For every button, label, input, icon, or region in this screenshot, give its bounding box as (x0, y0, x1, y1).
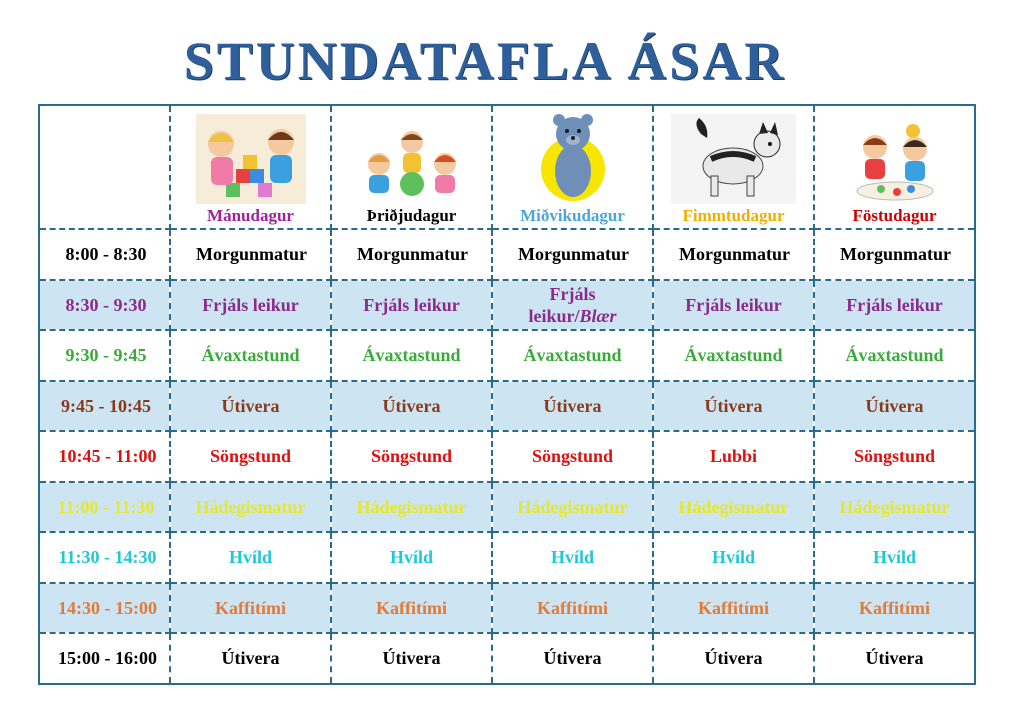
day-name-wednesday: Miðvikudagur (520, 206, 625, 226)
activity-italic: Blær (579, 306, 617, 327)
activity-line-1: Frjáls (549, 284, 596, 305)
corner-cell (39, 105, 170, 229)
row-15-00 (39, 633, 975, 684)
activity-cell: Morgunmatur (492, 229, 653, 280)
row-11-00 (39, 482, 975, 533)
activity-cell: Hvíld (653, 532, 814, 583)
day-header-friday (814, 105, 975, 229)
activity-cell: Útivera (814, 633, 975, 684)
time-cell: 8:30 - 9:30 (39, 280, 170, 331)
schedule-table (38, 104, 976, 685)
time-cell: 10:45 - 11:00 (39, 431, 170, 482)
row-11-30 (39, 532, 975, 583)
activity-cell: Söngstund (492, 431, 653, 482)
day-name-friday: Föstudagur (852, 206, 937, 226)
activity-cell: Söngstund (170, 431, 331, 482)
activity-cell: Hádegismatur (492, 482, 653, 533)
day-header-thursday (653, 105, 814, 229)
activity-cell: Útivera (492, 633, 653, 684)
header-row (39, 105, 975, 229)
activity-cell: Ávaxtastund (653, 330, 814, 381)
activity-cell: Útivera (653, 381, 814, 432)
activity-line-2: leikur/ (528, 306, 580, 327)
activity-cell: Útivera (331, 633, 492, 684)
activity-cell: Morgunmatur (170, 229, 331, 280)
activity-cell-split (492, 280, 653, 331)
activity-cell: Kaffitími (814, 583, 975, 634)
activity-cell: Frjáls leikur (814, 280, 975, 331)
activity-cell: Hádegismatur (331, 482, 492, 533)
activity-cell: Útivera (492, 381, 653, 432)
activity-cell: Ávaxtastund (331, 330, 492, 381)
row-14-30 (39, 583, 975, 634)
day-name-monday: Mánudagur (207, 206, 294, 226)
day-header-monday (170, 105, 331, 229)
children-playing-toys-picture (357, 124, 467, 204)
children-playing-blocks-picture (196, 114, 306, 204)
row-9-45 (39, 381, 975, 432)
time-cell: 15:00 - 16:00 (39, 633, 170, 684)
time-cell: 9:45 - 10:45 (39, 381, 170, 432)
activity-cell: Hvíld (331, 532, 492, 583)
day-name-thursday: Fimmtudagur (682, 206, 785, 226)
row-8-30 (39, 280, 975, 331)
activity-cell: Kaffitími (492, 583, 653, 634)
activity-cell: Söngstund (331, 431, 492, 482)
activity-cell: Hvíld (492, 532, 653, 583)
page-title: STUNDATAFLA ÁSAR (183, 31, 787, 91)
bear-with-sun-picture (533, 109, 613, 204)
activity-cell: Hvíld (170, 532, 331, 583)
time-cell: 11:00 - 11:30 (39, 482, 170, 533)
activity-cell: Kaffitími (170, 583, 331, 634)
time-cell: 14:30 - 15:00 (39, 583, 170, 634)
activity-cell: Lubbi (653, 431, 814, 482)
activity-cell: Frjáls leikur (653, 280, 814, 331)
day-header-wednesday (492, 105, 653, 229)
row-10-45 (39, 431, 975, 482)
activity-cell: Hádegismatur (814, 482, 975, 533)
row-8-00 (39, 229, 975, 280)
activity-cell: Hádegismatur (653, 482, 814, 533)
activity-cell: Kaffitími (331, 583, 492, 634)
time-cell: 8:00 - 8:30 (39, 229, 170, 280)
activity-cell: Söngstund (814, 431, 975, 482)
dog-husky-picture (671, 114, 796, 204)
activity-cell: Frjáls leikur (170, 280, 331, 331)
activity-cell: Morgunmatur (814, 229, 975, 280)
activity-cell: Útivera (331, 381, 492, 432)
activity-cell: Útivera (653, 633, 814, 684)
activity-cell: Útivera (814, 381, 975, 432)
day-header-tuesday (331, 105, 492, 229)
row-9-30 (39, 330, 975, 381)
activity-cell: Kaffitími (653, 583, 814, 634)
activity-cell: Ávaxtastund (492, 330, 653, 381)
activity-cell: Frjáls leikur (331, 280, 492, 331)
activity-cell: Útivera (170, 633, 331, 684)
activity-cell: Hádegismatur (170, 482, 331, 533)
time-cell: 9:30 - 9:45 (39, 330, 170, 381)
day-name-tuesday: Þriðjudagur (366, 206, 457, 226)
activity-cell: Útivera (170, 381, 331, 432)
activity-cell: Ávaxtastund (170, 330, 331, 381)
time-cell: 11:30 - 14:30 (39, 532, 170, 583)
children-painting-picture (845, 119, 945, 204)
activity-cell: Morgunmatur (331, 229, 492, 280)
activity-cell: Morgunmatur (653, 229, 814, 280)
activity-cell: Ávaxtastund (814, 330, 975, 381)
activity-cell: Hvíld (814, 532, 975, 583)
